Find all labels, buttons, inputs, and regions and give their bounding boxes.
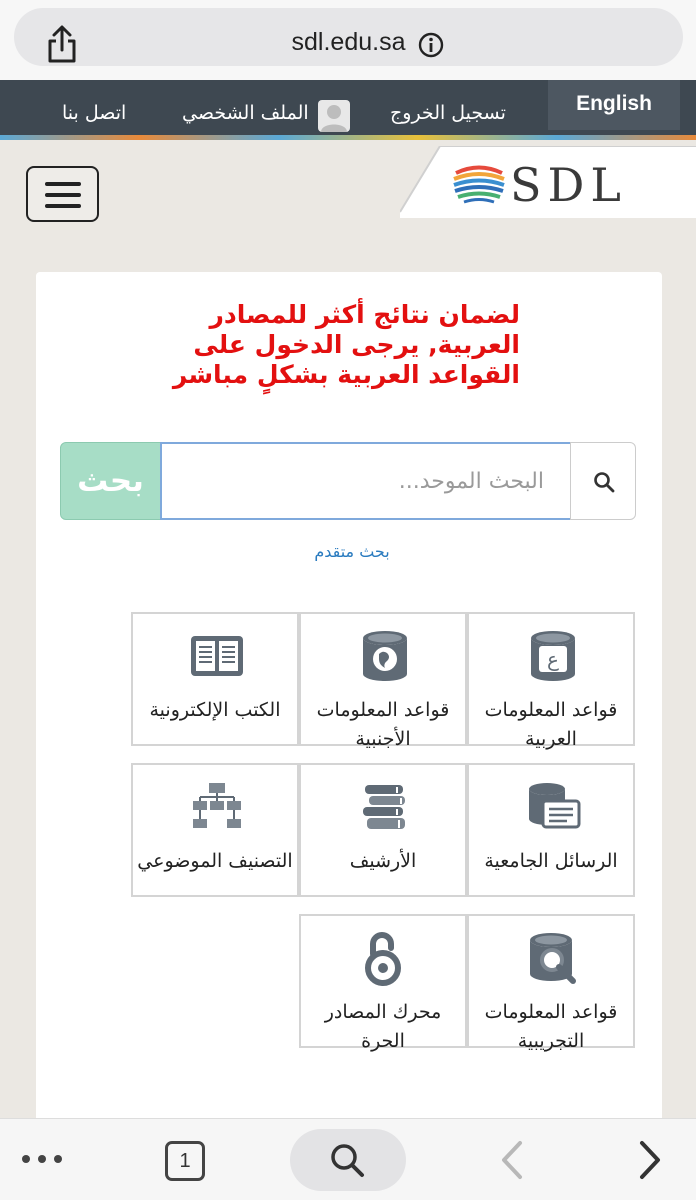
tile-foreign-databases[interactable]: [299, 612, 467, 750]
svg-text:ع: ع: [547, 647, 559, 671]
browser-search-button[interactable]: [290, 1129, 406, 1191]
tile-label: التصنيف الموضوعي: [137, 850, 293, 872]
tile-ebooks[interactable]: [131, 612, 299, 746]
tile-label: قواعد المعلومات العربية: [484, 699, 618, 750]
sdl-logo-icon: [452, 160, 506, 206]
globe-database-icon: [357, 628, 413, 684]
tile-label: قواعد المعلومات التجريبية: [484, 1001, 618, 1052]
more-icon[interactable]: [18, 1151, 66, 1167]
browser-bottom-bar: [0, 1118, 696, 1200]
hierarchy-icon: [189, 779, 245, 835]
hamburger-icon: [45, 182, 81, 186]
menu-toggle-button[interactable]: [26, 166, 99, 222]
browser-top-bar: [0, 0, 696, 80]
tile-theses[interactable]: [467, 763, 635, 897]
open-access-icon: [357, 930, 413, 986]
arabic-database-icon: [525, 628, 581, 684]
english-language-link[interactable]: English: [548, 80, 680, 130]
magnifier-icon: [328, 1141, 366, 1179]
profile-link[interactable]: الملف الشخصي: [182, 102, 309, 124]
search-icon-box[interactable]: [570, 442, 636, 520]
theses-icon: [525, 779, 581, 835]
sdl-logo-text[interactable]: SDL: [510, 158, 627, 212]
tile-label: محرك المصادر الحرة: [324, 1001, 442, 1052]
address-bar[interactable]: [14, 8, 683, 66]
hamburger-icon: [45, 204, 81, 208]
back-arrow-icon[interactable]: [496, 1139, 526, 1181]
tile-label: الأرشيف: [349, 850, 417, 872]
tile-archive[interactable]: [299, 763, 467, 897]
nav-color-stripe: [0, 135, 696, 140]
tile-subject-classification[interactable]: [131, 763, 299, 897]
url-text: sdl.edu.sa: [291, 28, 406, 56]
archive-books-icon: [357, 779, 413, 835]
trial-database-icon: [525, 930, 581, 986]
arabic-sources-notice: لضمان نتائج أكثر للمصادر العربية, يرجى الدخول على القواعد العربية بشكلٍ مباشر: [172, 300, 520, 389]
forward-arrow-icon[interactable]: [636, 1139, 666, 1181]
info-icon[interactable]: [418, 32, 444, 58]
logout-link[interactable]: تسجيل الخروج: [390, 102, 506, 124]
tile-trial-databases[interactable]: [467, 914, 635, 1052]
tile-label: الكتب الإلكترونية: [149, 699, 281, 721]
tabs-button[interactable]: [165, 1141, 205, 1181]
tile-open-access-engine[interactable]: [299, 914, 467, 1052]
search-input[interactable]: [160, 442, 572, 520]
tile-label: قواعد المعلومات الأجنبية: [316, 699, 450, 750]
tile-label: الرسائل الجامعية: [484, 850, 618, 872]
unified-search-form: [60, 442, 636, 520]
search-button[interactable]: بحث: [60, 442, 161, 520]
tab-count: 1: [179, 1150, 191, 1172]
advanced-search-link[interactable]: بحث متقدم: [314, 542, 390, 561]
ebook-icon: [189, 628, 245, 684]
contact-link[interactable]: اتصل بنا: [62, 102, 127, 124]
tile-arabic-databases[interactable]: [467, 612, 635, 750]
hamburger-icon: [45, 193, 81, 197]
user-avatar-icon: [318, 100, 350, 132]
search-icon: [593, 471, 615, 493]
